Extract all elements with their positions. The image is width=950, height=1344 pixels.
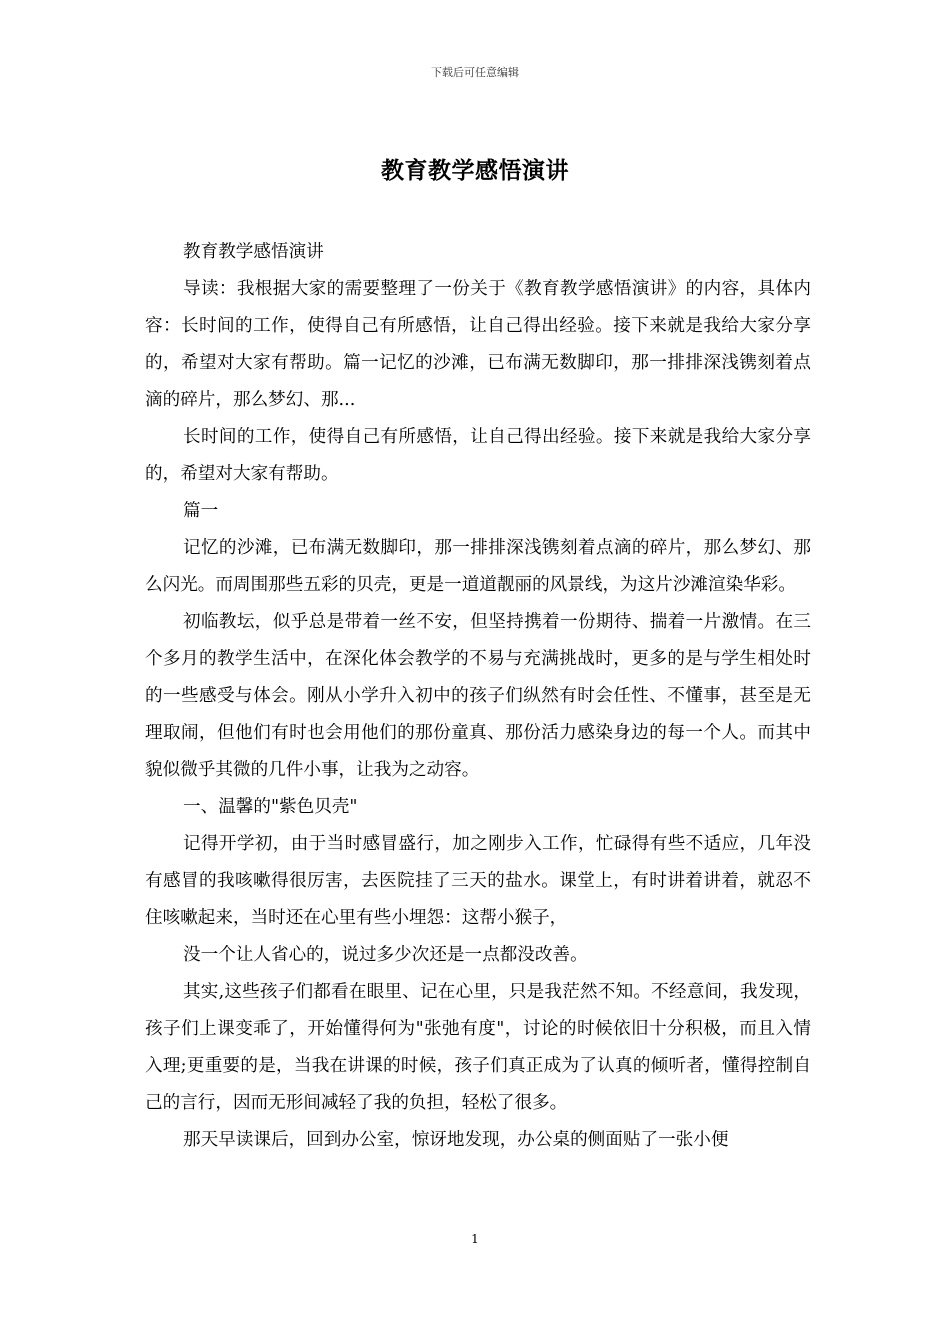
- document-body: [145, 234, 811, 1159]
- page-header: 下载后可任意编辑: [431, 66, 519, 79]
- paragraph: 没一个让人省心的，说过多少次还是一点都没改善。: [183, 945, 588, 965]
- paragraph: 长时间的工作，使得自己有所感悟，让自己得出经验。接下来就是我给大家分享的，希望对大家有帮助。: [145, 427, 811, 484]
- paragraph: 篇一: [183, 501, 219, 521]
- paragraph: 记忆的沙滩，已布满无数脚印，那一排排深浅镌刻着点滴的碎片，那么梦幻、那么闪光。而周围那些五彩的贝壳，更是一道道靓丽的风景线，为这片沙滩渲染华彩。: [145, 538, 811, 595]
- paragraph: 导读：我根据大家的需要整理了一份关于《教育教学感悟演讲》的内容，具体内容：长时间的工作，使得自己有所感悟，让自己得出经验。接下来就是我给大家分享的，希望对大家有帮助。篇一记忆的沙滩，已布满无数脚印，那一排排深浅镌刻着点滴的碎片，那么梦幻、那...: [145, 279, 811, 410]
- document-title: 教育教学感悟演讲: [381, 157, 569, 184]
- paragraph: 初临教坛，似乎总是带着一丝不安，但坚持携着一份期待、揣着一片激情。在三个多月的教学生活中，在深化体会教学的不易与充满挑战时，更多的是与学生相处时的一些感受与体会。刚从小学升入初中的孩子们纵然有时会任性、不懂事，甚至是无理取闹，但他们有时也会用他们的那份童真、那份活力感染身边的每一个人。而其中貌似微乎其微的几件小事，让我为之动容。: [145, 612, 811, 780]
- paragraph: 其实,这些孩子们都看在眼里、记在心里，只是我茫然不知。不经意间，我发现，孩子们上课变乖了，开始懂得何为"张弛有度"，讨论的时候依旧十分积极，而且入情入理;更重要的是，当我在讲课的时候，孩子们真正成为了认真的倾听者，懂得控制自己的言行，因而无形间减轻了我的负担，轻松了很多。: [145, 982, 811, 1113]
- paragraph: 教育教学感悟演讲: [183, 242, 324, 262]
- section-heading: 一、温馨的"紫色贝壳": [183, 797, 358, 817]
- paragraph: 记得开学初，由于当时感冒盛行，加之刚步入工作，忙碌得有些不适应，几年没有感冒的我咳嗽得很厉害，去医院挂了三天的盐水。课堂上，有时讲着讲着，就忍不住咳嗽起来，当时还在心里有些小埋怨：这帮小猴子，: [145, 834, 811, 928]
- page-number: 1: [471, 1232, 479, 1246]
- paragraph: 那天早读课后，回到办公室，惊讶地发现，办公桌的侧面贴了一张小便: [183, 1130, 729, 1150]
